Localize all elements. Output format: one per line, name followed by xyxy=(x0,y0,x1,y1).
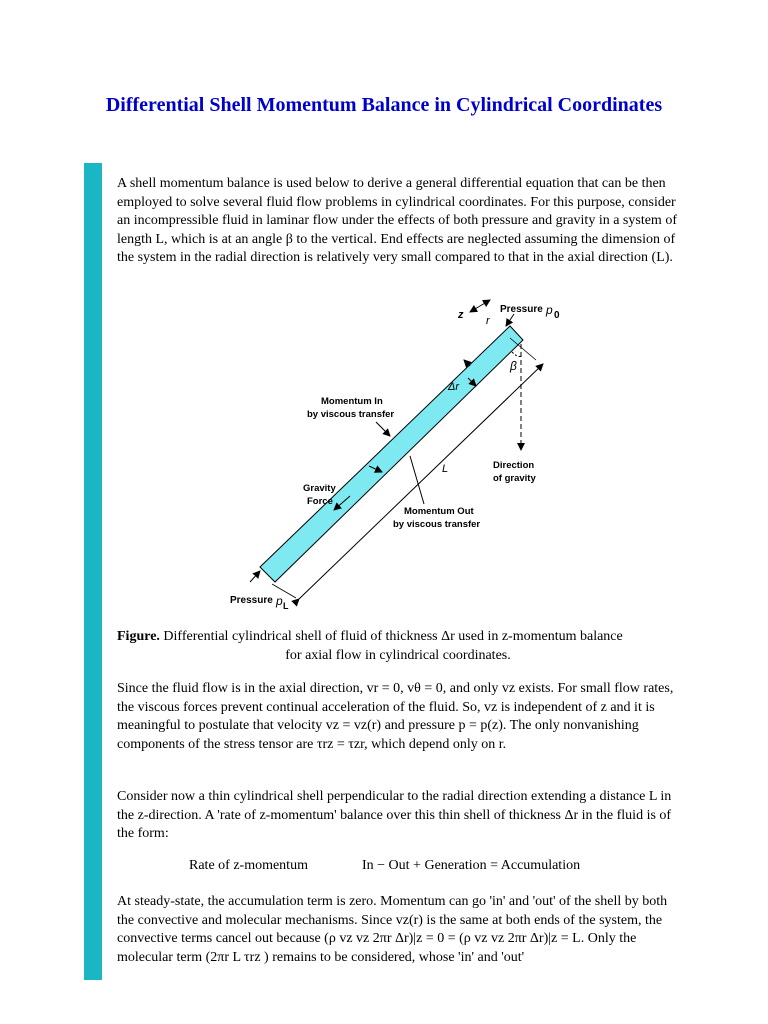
label-pressure-top: Pressure xyxy=(500,304,543,315)
label-pL: p xyxy=(276,594,283,608)
caption-text-2: for axial flow in cylindrical coordinates. xyxy=(285,648,511,663)
label-p0: p xyxy=(546,303,553,317)
label-pL-sub: L xyxy=(283,601,289,611)
beta-arc xyxy=(512,352,521,357)
label-momentum-out-2: by viscous transfer xyxy=(393,519,481,530)
label-L: L xyxy=(442,463,449,475)
equation-lhs: Rate of z-momentum xyxy=(189,858,308,873)
shell-description-paragraph: Consider now a thin cylindrical shell perpendicular to the radial direction extending a distance L in the z-direction. A 'rate of z-momentum' balance over this thin shell of thickness Δr in the fluid is of the form: xyxy=(117,789,672,841)
label-momentum-in-2: by viscous transfer xyxy=(307,409,395,420)
label-pressure-bottom: Pressure xyxy=(230,595,273,606)
steady-state-paragraph: At steady-state, the accumulation term is zero. Momentum can go 'in' and 'out' of the shell by both the convective and molecular mechanisms. Since vz(r) is the same at both ends of the system, the convective terms cancel out because (ρ vz vz 2πr Δr)|z = 0 = (ρ vz vz 2πr Δr)|z = L. Only the molecular term (2πr L τrz ) remains to be considered, whose 'in' and 'out' xyxy=(117,894,668,965)
pressure-bottom-arrow xyxy=(250,571,260,582)
shell-diagram xyxy=(224,296,584,614)
label-gravity-2: Force xyxy=(307,496,333,507)
fluid-shell xyxy=(260,326,523,582)
pressure-top-arrow xyxy=(506,314,514,326)
label-momentum-out-1: Momentum Out xyxy=(404,506,474,517)
label-direction-2: of gravity xyxy=(493,473,536,484)
label-direction-1: Direction xyxy=(493,460,535,471)
label-p0-sub: 0 xyxy=(554,310,560,321)
label-z: z xyxy=(458,309,464,321)
r-axis-arrow xyxy=(480,300,490,306)
delta-r-arrow-a xyxy=(464,360,470,366)
intro-paragraph: A shell momentum balance is used below to derive a general differential equation that can be then employed to solve several fluid flow problems in cylindrical coordinates. For this purpose, consider an incompressible fluid in laminar flow under the effects of both pressure and gravity in a system of length L, which is at an angle β to the vertical. End effects are neglected assuming the dimension of the system in the radial direction is relatively very small compared to that in the axial direction (L). xyxy=(117,176,677,265)
flow-assumptions-paragraph: Since the fluid flow is in the axial direction, vr = 0, vθ = 0, and only vz exists. For small flow rates, the viscous forces prevent continual acceleration of the fluid. So, vz is independent of z and it is meaningful to postulate that velocity vz = vz(r) and pressure p = p(z). The only nonvanishing components of the stress tensor are τrz = τzr, which depend only on r. xyxy=(117,681,674,752)
label-gravity-1: Gravity xyxy=(303,483,336,494)
label-beta: β xyxy=(510,359,517,373)
caption-text: Differential cylindrical shell of fluid of thickness Δr used in z-momentum balance xyxy=(163,629,623,644)
momentum-in-arrow xyxy=(376,422,390,436)
page-title: Differential Shell Momentum Balance in Cylindrical Coordinates xyxy=(105,94,663,116)
caption-label: Figure. xyxy=(117,629,160,644)
label-delta-r: Δr xyxy=(448,381,460,393)
label-momentum-in-1: Momentum In xyxy=(321,396,383,407)
equation-rhs: In − Out + Generation = Accumulation xyxy=(362,858,581,873)
label-r: r xyxy=(486,315,490,327)
z-axis-arrow xyxy=(470,306,480,312)
figure-caption xyxy=(117,627,679,665)
sidebar-accent-bar xyxy=(84,163,102,980)
